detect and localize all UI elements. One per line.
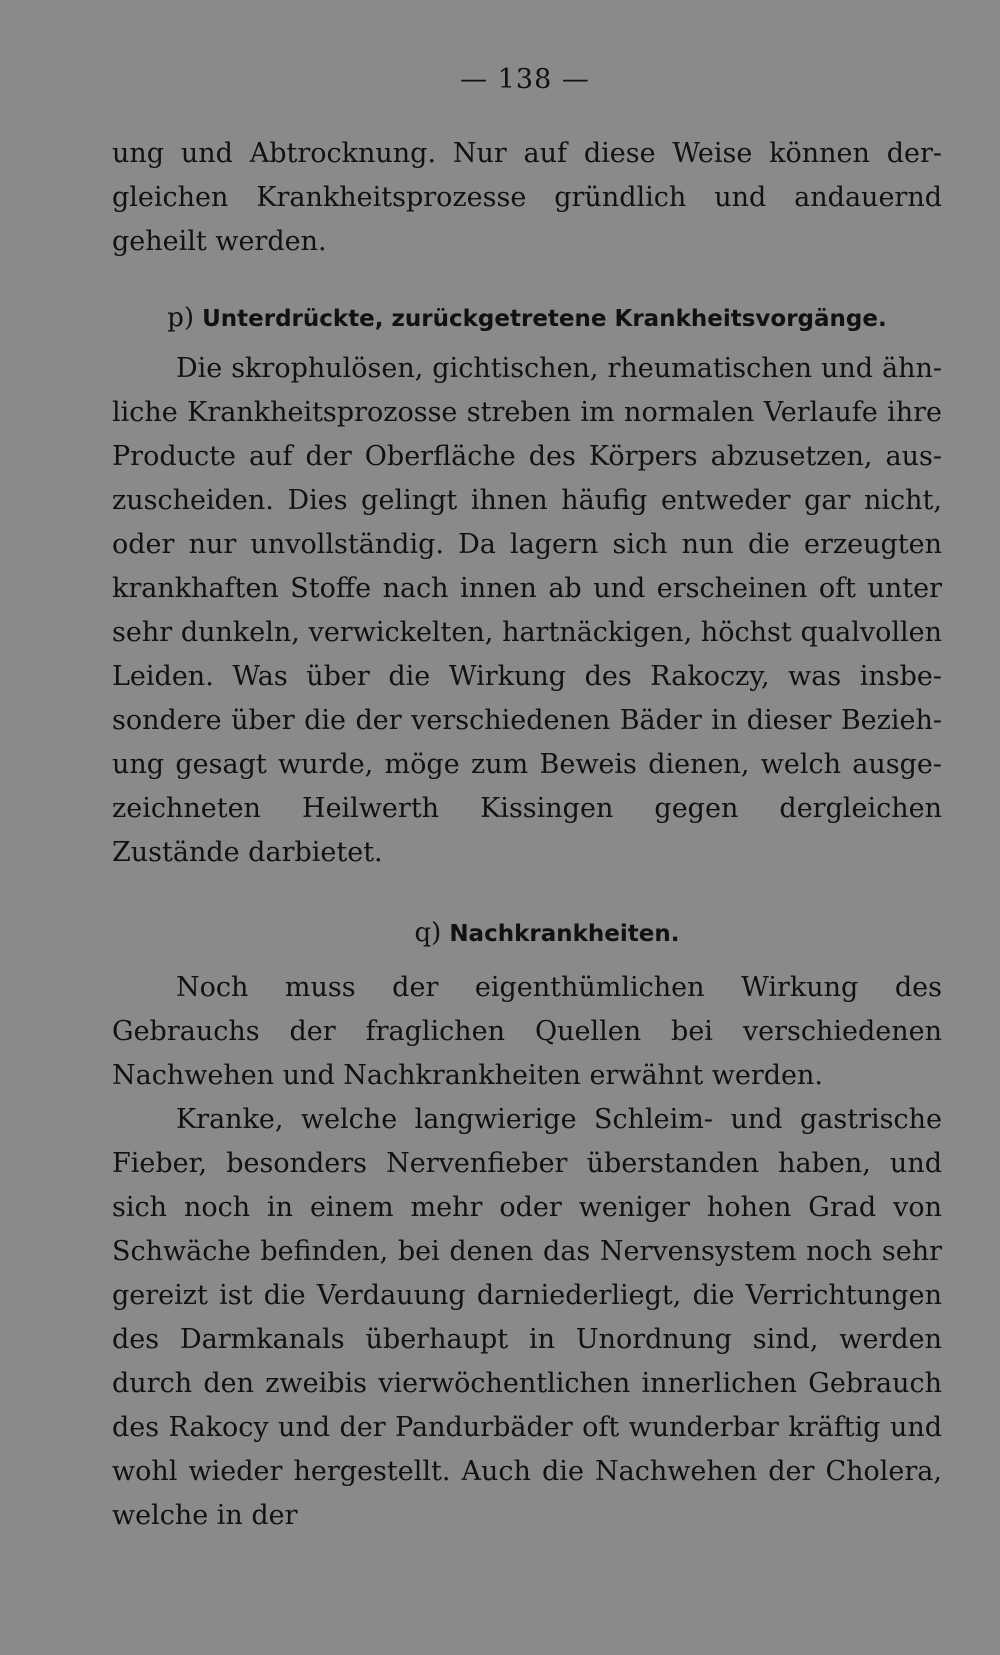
page-number: — 138 — bbox=[460, 64, 590, 95]
continuation-paragraph: ung und Abtrocknung. Nur auf diese Weise können dergleichen Krankheitsprozesse gründlich und andauernd geheilt werden. bbox=[112, 138, 942, 257]
section-q-paragraph-1: Noch muss der eigenthümlichen Wirkung des Gebrauchs der fraglichen Quellen bei verschiedenen Nachwehen und Nachkrankheiten erwähnt werden. bbox=[112, 972, 942, 1091]
section-title-p: Unterdrückte, zurückgetretene Krankheitsvorgänge. bbox=[202, 306, 887, 332]
section-letter-p: p) bbox=[167, 303, 195, 333]
section-heading-p bbox=[112, 296, 942, 341]
section-title-q: Nachkrankheiten. bbox=[449, 921, 680, 947]
section-heading-q bbox=[112, 911, 942, 956]
page-body bbox=[112, 132, 942, 1538]
section-letter-q: q) bbox=[414, 918, 442, 948]
section-q-paragraph-2: Kranke, welche langwierige Schleim- und gastrische Fieber, besonders Nervenfieber überstanden haben, und sich noch in einem mehr oder weniger hohen Grad von Schwäche befinden, bei denen das Nervensystem noch sehr gereizt ist die Verdauung darniederliegt, die Verrichtungen des Darmkanals überhaupt in Unordnung sind, werden durch den zweibis vierwöchentlichen innerlichen Gebrauch des Rakocy und der Pandurbäder oft wunderbar kräftig und wohl wieder hergestellt. Auch die Nachwehen der Cholera, welche in der bbox=[112, 1104, 942, 1531]
section-p-paragraph: Die skrophulösen, gichtischen, rheumatischen und ähnliche Krankheitsprozosse streben im normalen Verlaufe ihre Producte auf der Oberfläche des Körpers abzusetzen, auszuscheiden. Dies gelingt ihnen häufig entweder gar nicht, oder nur unvollständig. Da lagern sich nun die erzeugten krankhaften Stoffe nach innen ab und erscheinen oft unter sehr dunkeln, verwickelten, hartnäckigen, höchst qualvollen Leiden. Was über die Wirkung des Rakoczy, was insbesondere über die der verschiedenen Bäder in dieser Beziehung gesagt wurde, möge zum Beweis dienen, welch ausgezeichneten Heilwerth Kissingen gegen dergleichen Zustände darbietet. bbox=[112, 353, 942, 868]
